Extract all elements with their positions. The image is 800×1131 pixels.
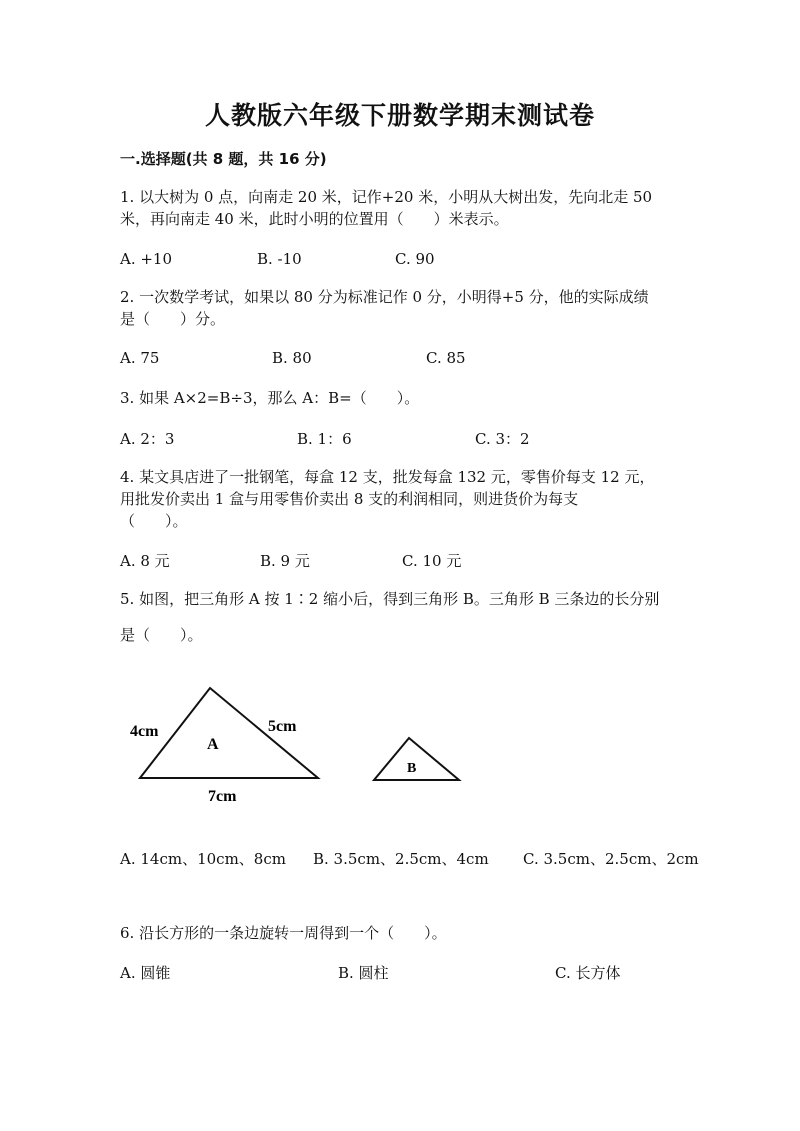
question-2-option-b: B. 80 [272,349,312,367]
question-4-line-3: （ ）。 [120,512,188,530]
question-6-option-a: A. 圆锥 [120,964,171,982]
question-1-line-2: 米，再向南走 40 米，此时小明的位置用（ ）米表示。 [120,210,509,228]
triangle-b [374,738,459,780]
question-2-line-2: 是（ ）分。 [120,310,226,328]
question-2-option-c: C. 85 [426,349,466,367]
question-5-option-a: A. 14cm、10cm、8cm [120,850,286,868]
question-1-line-1: 1. 以大树为 0 点，向南走 20 米，记作+20 米，小明从大树出发，先向北走 50 [120,188,653,206]
question-5-line-1: 5. 如图，把三角形 A 按 1∶2 缩小后，得到三角形 B。三角形 B 三条边的长分别 [120,590,660,608]
triangle-a-left-side-label: 4cm [130,723,159,740]
question-1-option-a: A. +10 [120,250,173,268]
page-title: 人教版六年级下册数学期末测试卷 [204,101,595,130]
question-6-option-c: C. 长方体 [555,964,621,982]
question-4-line-1: 4. 某文具店进了一批钢笔，每盒 12 支，批发每盒 132 元，零售价每支 12 元， [120,468,655,486]
question-5-option-c: C. 3.5cm、2.5cm、2cm [523,850,699,868]
triangle-a-base-label: 7cm [208,788,237,805]
question-5-line-2: 是（ ）。 [120,626,203,644]
triangle-a-right-side-label: 5cm [268,718,297,735]
question-5-option-b: B. 3.5cm、2.5cm、4cm [313,850,489,868]
question-4-line-2: 用批发价卖出 1 盒与用零售价卖出 8 支的利润相同，则进货价为每支 [120,490,579,508]
triangle-b-name-label: B [407,761,417,776]
question-4-option-a: A. 8 元 [120,552,170,570]
question-3-option-c: C. 3：2 [475,430,530,448]
question-4-option-b: B. 9 元 [260,552,310,570]
question-6-line-1: 6. 沿长方形的一条边旋转一周得到一个（ ）。 [120,924,447,942]
question-2-option-a: A. 75 [120,349,160,367]
question-3-line-1: 3. 如果 A×2=B÷3，那么 A：B=（ ）。 [120,389,420,407]
question-4-option-c: C. 10 元 [402,552,462,570]
question-3-option-b: B. 1：6 [297,430,352,448]
question-3-option-a: A. 2：3 [120,430,175,448]
section-heading: 一.选择题(共 8 题，共 16 分) [120,150,327,168]
question-1-option-b: B. -10 [257,250,302,268]
question-2-line-1: 2. 一次数学考试，如果以 80 分为标准记作 0 分，小明得+5 分，他的实际成绩 [120,288,649,306]
question-6-option-b: B. 圆柱 [338,964,389,982]
question-1-option-c: C. 90 [395,250,435,268]
triangle-a-name-label: A [207,736,219,753]
